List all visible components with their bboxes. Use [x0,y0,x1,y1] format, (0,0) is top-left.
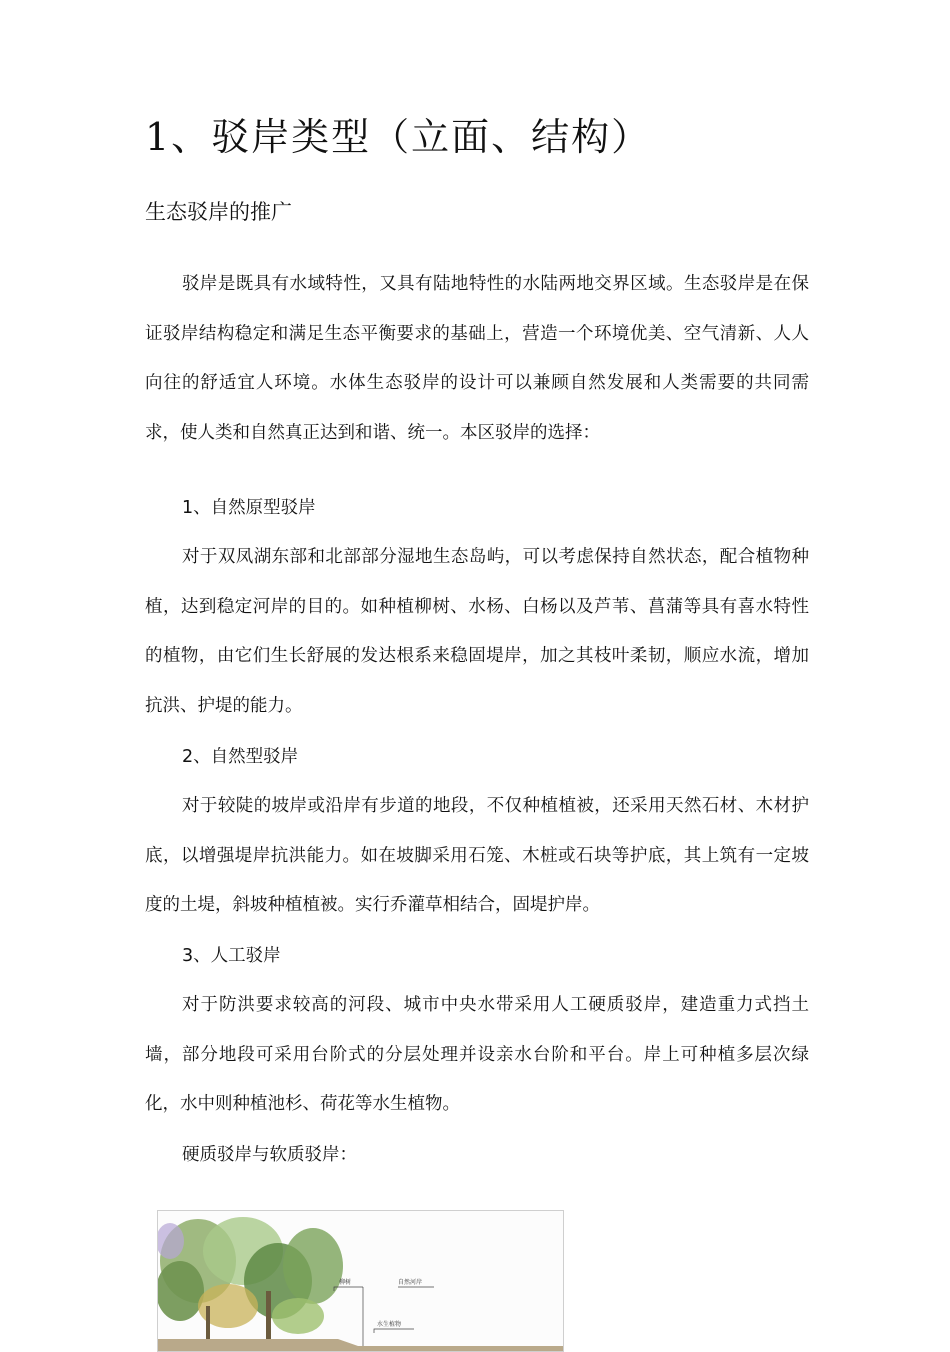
section-body-natural: 对于较陡的坡岸或沿岸有步道的地段，不仅种植植被，还采用天然石材、木材护底，以增强堤岸抗洪能力。如在坡脚采用石笼、木桩或石块等护底，其上筑有一定坡度的土堤，斜坡种植植被。实行乔灌草相结合，固堤护岸。 [145,796,809,915]
figure-label-willow: 柳树 [339,1279,352,1286]
figure-label-aquatic-plants: 水生植物 [377,1321,402,1328]
section-subtitle: 生态驳岸的推广 [145,200,292,224]
section-heading-natural: 2、自然型驳岸 [182,747,299,767]
section-heading-natural-original: 1、自然原型驳岸 [182,498,316,518]
section-body-natural-original: 对于双凤湖东部和北部部分湿地生态岛屿，可以考虑保持自然状态，配合植物种植，达到稳定河岸的目的。如种植柳树、水杨、白杨以及芦苇、菖蒲等具有喜水特性的植物，由它们生长舒展的发达根系来稳固堤岸，加之其枝叶柔韧，顺应水流，增加抗洪、护堤的能力。 [145,547,809,716]
closing-line: 硬质驳岸与软质驳岸： [182,1145,357,1165]
bank-section-figure [157,1210,564,1352]
intro-paragraph: 驳岸是既具有水域特性，又具有陆地特性的水陆两地交界区域。生态驳岸是在保证驳岸结构稳定和满足生态平衡要求的基础上，营造一个环境优美、空气清新、人人向往的舒适宜人环境。水体生态驳岸的设计可以兼顾自然发展和人类需要的共同需求，使人类和自然真正达到和谐、统一。本区驳岸的选择： [145,274,809,443]
section-body-artificial: 对于防洪要求较高的河段、城市中央水带采用人工硬质驳岸，建造重力式挡土墙，部分地段可采用台阶式的分层处理并设亲水台阶和平台。岸上可种植多层次绿化，水中则种植池杉、荷花等水生植物。 [145,995,809,1114]
section-heading-artificial: 3、人工驳岸 [182,946,281,966]
figure-label-natural-bank: 自然河岸 [398,1279,423,1286]
page-title: 1、驳岸类型（立面、结构） [145,115,652,159]
bank-illustration [158,1211,563,1351]
